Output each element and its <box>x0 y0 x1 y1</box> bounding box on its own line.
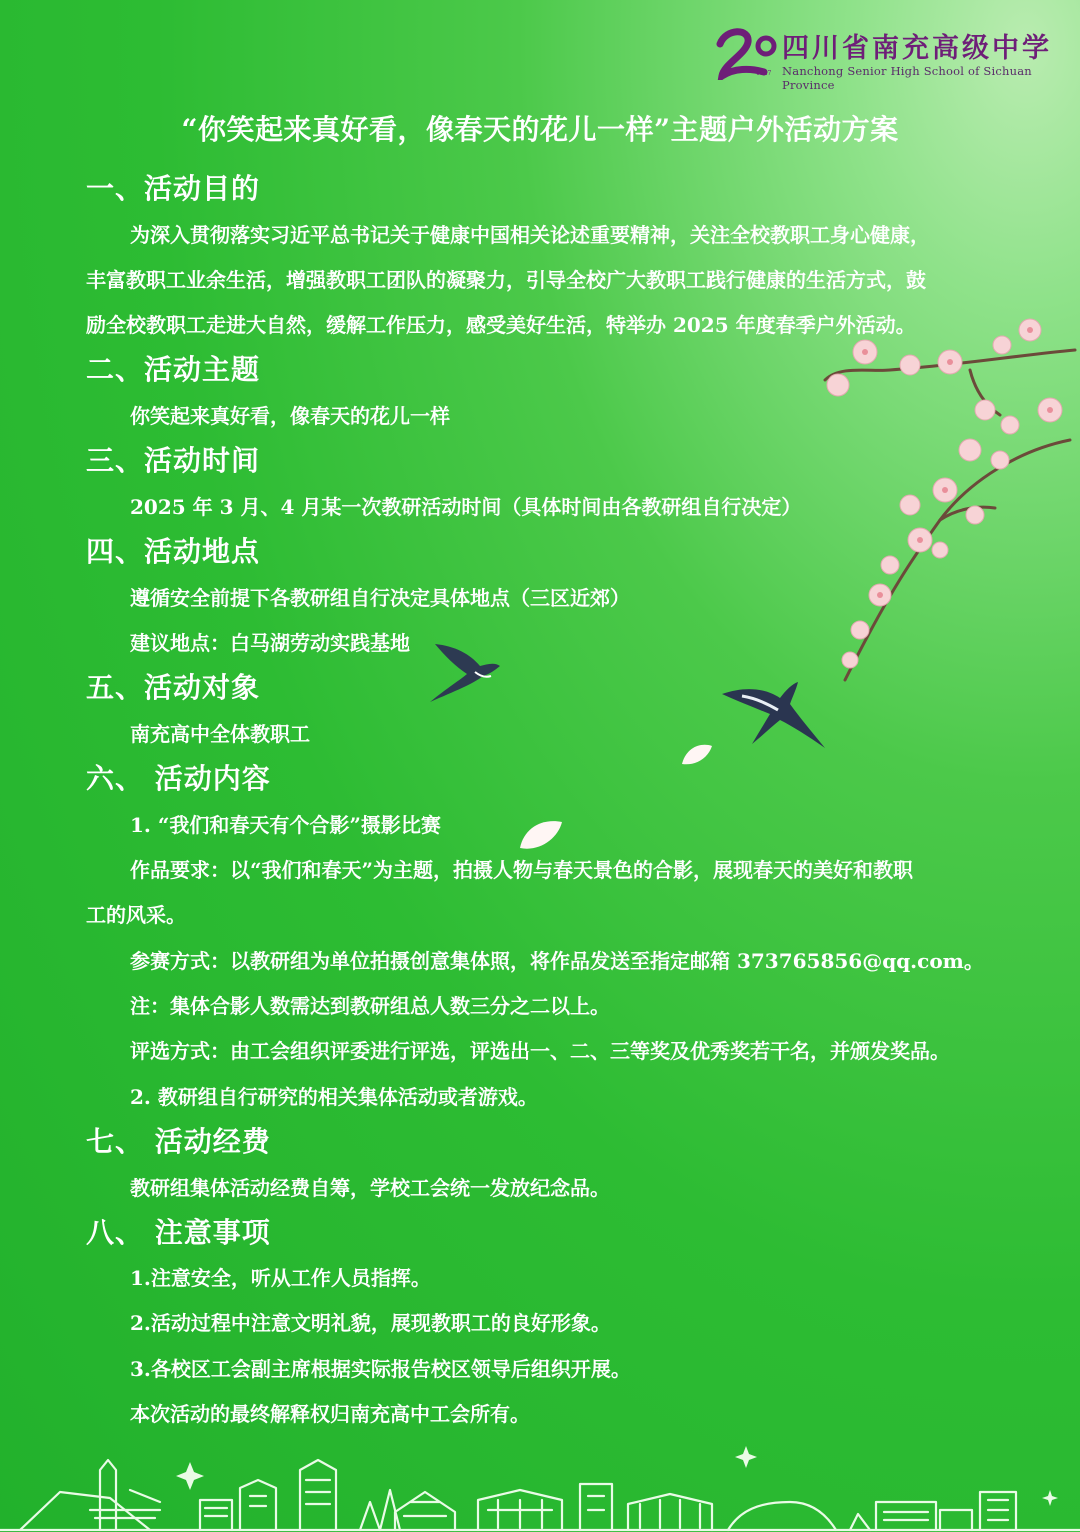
participants-line: 南充高中全体教职工 <box>130 722 310 746</box>
notes-line-1: 1.注意安全，听从工作人员指挥。 <box>130 1266 431 1290</box>
blossom-branch-icon <box>770 310 1080 690</box>
section-heading-content: 六、 活动内容 <box>86 762 271 795</box>
content-line-7: 2. 教研组自行研究的相关集体活动或者游戏。 <box>130 1085 538 1109</box>
content-line-2: 作品要求：以“我们和春天”为主题，拍摄人物与春天景色的合影，展现春天的美好和教职 <box>130 858 914 882</box>
location-line-2: 建议地点：白马湖劳动实践基地 <box>130 631 410 655</box>
content-line-4: 参赛方式：以教研组为单位拍摄创意集体照，将作品发送至指定邮箱 373765856@qq.com。 <box>130 949 984 973</box>
school-name-cn: 四川省南充高级中学 <box>782 33 1052 64</box>
swallow-bird-icon <box>720 676 830 752</box>
section-heading-time: 三、活动时间 <box>86 444 261 477</box>
city-skyline-icon <box>0 1440 1080 1532</box>
petal-icon <box>518 818 564 854</box>
school-name-en: Nanchong Senior High School of Sichuan Province <box>782 64 1032 92</box>
time-line: 2025 年 3 月、4 月某一次教研活动时间（具体时间由各教研组自行决定） <box>130 495 802 519</box>
section-heading-purpose: 一、活动目的 <box>86 172 261 205</box>
school-logo <box>712 24 1062 92</box>
purpose-line-2: 丰富教职工业余生活，增强教职工团队的凝聚力，引导全校广大教职工践行健康的生活方式，鼓 <box>86 268 926 292</box>
content-line-5: 注：集体合影人数需达到教研组总人数三分之二以上。 <box>130 994 610 1018</box>
theme-line: 你笑起来真好看，像春天的花儿一样 <box>130 404 450 428</box>
page-title: “你笑起来真好看，像春天的花儿一样”主题户外活动方案 <box>181 113 899 146</box>
location-line-1: 遵循安全前提下各教研组自行决定具体地点（三区近郊） <box>130 586 630 610</box>
notes-line-3: 3.各校区工会副主席根据实际报告校区领导后组织开展。 <box>130 1357 631 1381</box>
notes-line-4: 本次活动的最终解释权归南充高中工会所有。 <box>130 1402 530 1426</box>
swallow-bird-icon <box>425 636 505 706</box>
purpose-line-3: 励全校教职工走进大自然，缓解工作压力，感受美好生活，特举办 2025 年度春季户外活动。 <box>86 313 916 337</box>
section-heading-location: 四、活动地点 <box>86 535 261 568</box>
content-line-6: 评选方式：由工会组织评委进行评选，评选出一、二、三等奖及优秀奖若干名，并颁发奖品。 <box>130 1039 950 1063</box>
notes-line-2: 2.活动过程中注意文明礼貌，展现教职工的良好形象。 <box>130 1311 611 1335</box>
content-line-3: 工的风采。 <box>86 903 186 927</box>
purpose-line-1: 为深入贯彻落实习近平总书记关于健康中国相关论述重要精神，关注全校教职工身心健康， <box>130 223 930 247</box>
section-heading-theme: 二、活动主题 <box>86 353 261 386</box>
budget-line: 教研组集体活动经费自筹，学校工会统一发放纪念品。 <box>130 1176 610 1200</box>
section-heading-notes: 八、 注意事项 <box>86 1216 271 1249</box>
section-heading-participants: 五、活动对象 <box>86 671 261 704</box>
content-line-1: 1. “我们和春天有个合影”摄影比赛 <box>130 813 441 837</box>
school-founding-year: 1927 <box>756 70 772 77</box>
section-heading-budget: 七、 活动经费 <box>86 1125 271 1158</box>
petal-icon <box>680 742 714 768</box>
